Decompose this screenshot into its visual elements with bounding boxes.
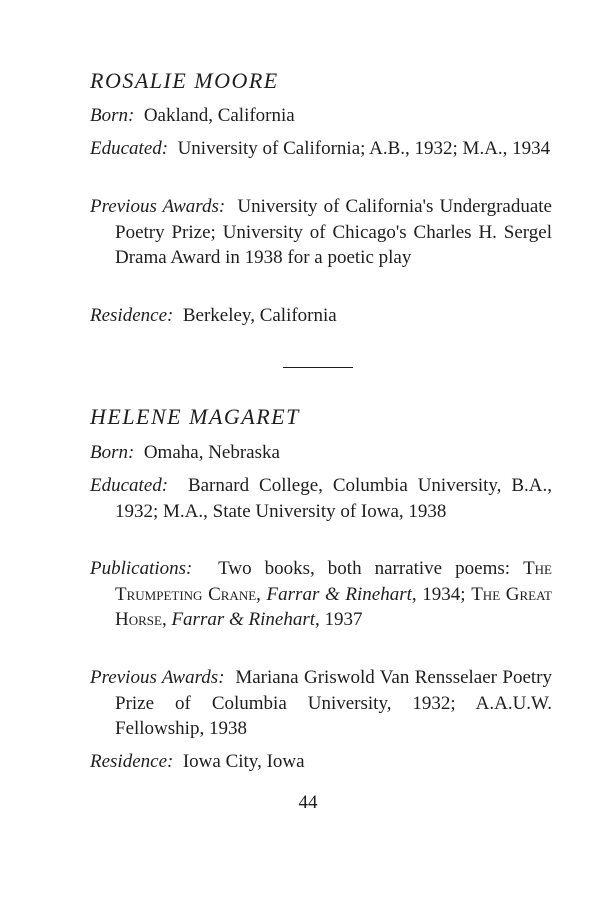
- entry-born: [90, 440, 552, 466]
- educated-value: Barnard College, Columbia University, B.A., 1932; M.A., State University of Iowa, 1938: [115, 475, 553, 522]
- entry-residence: [90, 303, 552, 329]
- entry-awards: [90, 194, 552, 271]
- entry-name: HELENE MAGARET: [90, 404, 300, 429]
- born-value: Oakland, California: [143, 105, 295, 126]
- publications-intro: Two books, both narrative poems:: [218, 558, 511, 579]
- awards-value: University of California's Undergraduate Poetry Prize; University of Chicago's Charles H. Sergel Drama Award in 1938 for a poetic play: [115, 196, 552, 268]
- publications-label: Publications:: [90, 558, 193, 579]
- born-label: Born:: [90, 105, 135, 126]
- awards-label: Previous Awards:: [90, 196, 226, 217]
- educated-value: University of California; A.B., 1932; M.A., 1934: [177, 138, 551, 159]
- residence-value: Iowa City, Iowa: [182, 751, 305, 772]
- entry-name: ROSALIE MOORE: [90, 68, 279, 93]
- residence-label: Residence:: [90, 305, 174, 326]
- page-number: 44: [298, 792, 318, 813]
- born-label: Born:: [90, 442, 135, 463]
- book-year: 1937: [324, 609, 363, 630]
- entry-educated: [90, 473, 552, 524]
- book-year: 1934: [422, 583, 461, 605]
- educated-label: Educated:: [90, 475, 169, 496]
- educated-label: Educated:: [90, 138, 169, 159]
- awards-value: Mariana Griswold Van Rensselaer Poetry Prize of Columbia University, 1932; A.A.U.W. Fellowship, 1938: [115, 667, 552, 739]
- born-value: Omaha, Nebraska: [143, 442, 280, 463]
- entry-awards: [90, 665, 552, 742]
- entry-publications: Publications: Two books, both narrative poems: The Trumpeting Crane, Farrar & Rinehart, 1934; The Great Horse, Farrar & Rinehart, 1937: [90, 558, 552, 630]
- book-publisher: Farrar & Rinehart: [171, 609, 316, 630]
- book-title: The Great Horse: [115, 583, 552, 630]
- section-divider: [283, 367, 353, 368]
- book-title: The Trumpeting Crane: [115, 558, 552, 605]
- entry-residence: [90, 749, 552, 775]
- entry-born: [90, 103, 552, 129]
- awards-label: Previous Awards:: [90, 667, 225, 688]
- entry-educated: [90, 136, 552, 162]
- book-publisher: Farrar & Rinehart: [266, 583, 412, 605]
- residence-value: Berkeley, California: [182, 305, 337, 326]
- residence-label: Residence:: [90, 751, 174, 772]
